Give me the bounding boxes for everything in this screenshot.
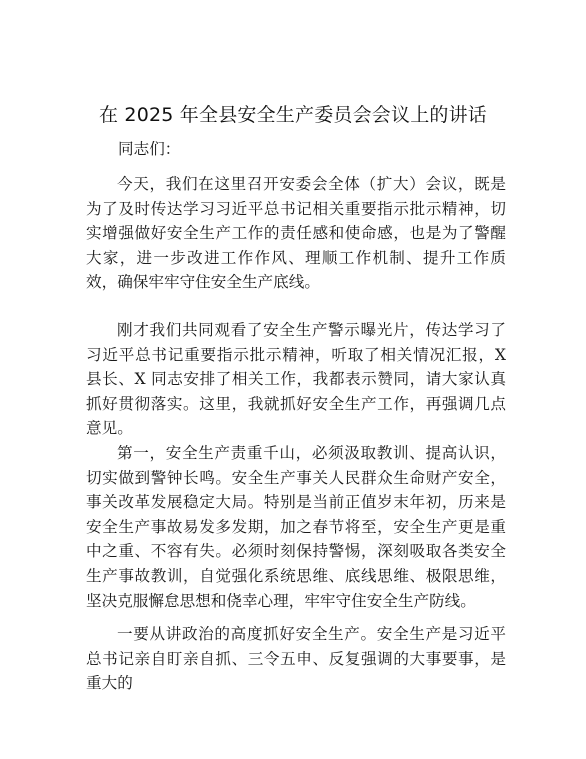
document-title: 在 2025 年全县安全生产委员会会议上的讲话 xyxy=(98,104,488,126)
salutation: 同志们： xyxy=(118,140,181,158)
paragraph-sub-point xyxy=(86,622,506,696)
paragraph-text: 一要从讲政治的高度抓好安全生产。安全生产是习近平总书记亲自盯亲自抓、三令五申、反复强调的大事要事，是重大的 xyxy=(86,625,506,693)
paragraph-opening xyxy=(86,172,506,295)
paragraph-point-one xyxy=(86,441,506,613)
paragraph-text: 刚才我们共同观看了安全生产警示曝光片，传达学习了习近平总书记重要指示批示精神，听取了相关情况汇报，X 县长、X 同志安排了相关工作，我都表示赞同，请大家认真抓好贯彻落实。这里，我就抓好安全生产工作，再强调几点意见。 xyxy=(86,321,506,438)
paragraph-text: 第一，安全生产责重千山，必须汲取教训、提高认识，切实做到警钟长鸣。安全生产事关人民群众生命财产安全，事关改革发展稳定大局。特别是当前正值岁末年初，历来是安全生产事故易发多发期，加之春节将至，安全生产更是重中之重、不容有失。必须时刻保持警惕，深刻吸取各类安全生产事故教训，自觉强化系统思维、底线思维、极限思维，坚决克服懈怠思想和侥幸心理，牢牢守住安全生产防线。 xyxy=(86,444,506,610)
paragraph-context xyxy=(86,318,506,441)
paragraph-text: 今天，我们在这里召开安委会全体（扩大）会议，既是为了及时传达学习习近平总书记相关重要指示批示精神，切实增强做好安全生产工作的责任感和使命感，也是为了警醒大家，进一步改进工作作风、理顺工作机制、提升工作质效，确保牢牢守住安全生产底线。 xyxy=(86,175,506,292)
